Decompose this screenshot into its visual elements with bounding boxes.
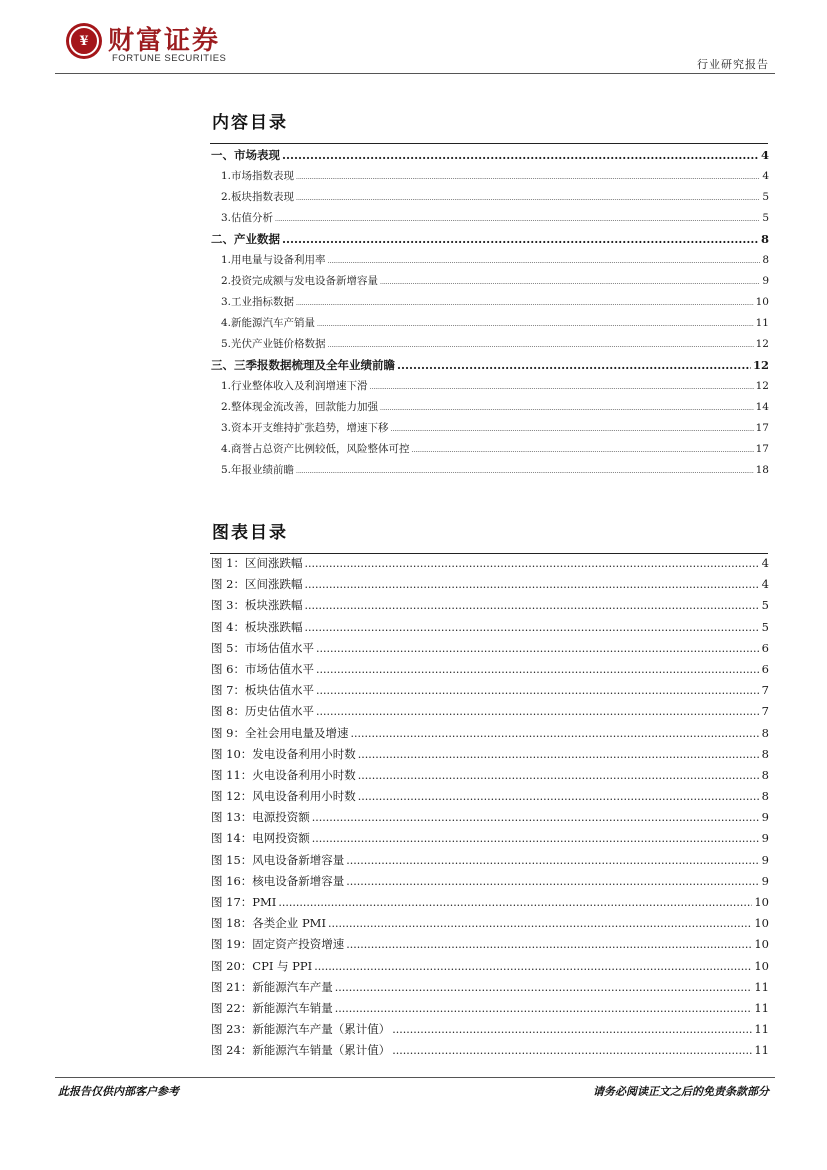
toc-section-entry-label: 1.市场指数表现 bbox=[221, 170, 295, 182]
figure-entry-label: 图 23：新能源汽车产量（累计值） bbox=[211, 1022, 391, 1037]
figure-entry-page-number: 8 bbox=[761, 746, 769, 761]
figure-entry[interactable] bbox=[211, 998, 769, 1019]
dot-leader bbox=[370, 377, 754, 398]
toc-section-entry-page-number: 10 bbox=[755, 296, 769, 308]
figure-entry-label: 图 15：风电设备新增容量 bbox=[211, 852, 345, 867]
figure-entry[interactable] bbox=[211, 765, 769, 786]
dot-leader bbox=[358, 786, 760, 807]
dot-leader bbox=[278, 892, 752, 913]
dot-leader bbox=[317, 314, 754, 335]
figure-entry[interactable] bbox=[211, 977, 769, 998]
figure-entry-page-number: 6 bbox=[761, 661, 769, 676]
toc-chapter-entry-page-number: 4 bbox=[760, 148, 769, 162]
toc-section-entry-label: 2.板块指数表现 bbox=[221, 191, 295, 203]
figure-entry[interactable] bbox=[211, 1040, 769, 1061]
toc-section-entry-page-number: 14 bbox=[755, 401, 769, 413]
toc-section-entry-label: 3.估值分析 bbox=[221, 212, 274, 224]
toc-section-entry-page-number: 5 bbox=[762, 212, 769, 224]
toc-section-entry[interactable] bbox=[211, 187, 769, 208]
dot-leader bbox=[346, 871, 759, 892]
figure-entry-label: 图 7：板块估值水平 bbox=[211, 683, 314, 698]
footer-divider bbox=[55, 1077, 775, 1078]
figure-entry[interactable] bbox=[211, 871, 769, 892]
page-header bbox=[0, 0, 827, 80]
toc-section-entry-page-number: 11 bbox=[755, 317, 769, 329]
figure-entry-page-number: 11 bbox=[754, 1043, 769, 1058]
figure-entry-page-number: 9 bbox=[761, 852, 769, 867]
toc-section-entry[interactable] bbox=[211, 313, 769, 334]
toc-section-entry-page-number: 4 bbox=[762, 170, 769, 182]
figure-entry-page-number: 11 bbox=[754, 1022, 769, 1037]
figure-entry-label: 图 14：电网投资额 bbox=[211, 831, 310, 846]
toc-chapter-entry-page-number: 12 bbox=[752, 358, 769, 372]
dot-leader bbox=[358, 765, 760, 786]
dot-leader bbox=[282, 145, 759, 166]
figure-entry[interactable] bbox=[211, 850, 769, 871]
figure-entry-label: 图 11：火电设备利用小时数 bbox=[211, 767, 356, 782]
figure-entry-page-number: 7 bbox=[761, 704, 769, 719]
figure-entry-page-number: 8 bbox=[761, 767, 769, 782]
toc-section-entry-label: 2.投资完成额与发电设备新增容量 bbox=[221, 275, 379, 287]
figure-entry[interactable] bbox=[211, 934, 769, 955]
dot-leader bbox=[304, 617, 759, 638]
figure-entry-page-number: 5 bbox=[761, 619, 769, 634]
figure-entry[interactable] bbox=[211, 680, 769, 701]
dot-leader bbox=[304, 574, 759, 595]
figure-entry-label: 图 16：核电设备新增容量 bbox=[211, 873, 345, 888]
figure-entry-page-number: 9 bbox=[761, 810, 769, 825]
figure-entry[interactable] bbox=[211, 638, 769, 659]
figure-entry-label: 图 5：市场估值水平 bbox=[211, 640, 314, 655]
figure-entry-label: 图 21：新能源汽车产量 bbox=[211, 979, 333, 994]
figure-entry-label: 图 1：区间涨跌幅 bbox=[211, 556, 303, 570]
figure-entry[interactable] bbox=[211, 744, 769, 765]
dot-leader bbox=[282, 229, 759, 250]
dot-leader bbox=[304, 553, 759, 574]
dot-leader bbox=[312, 828, 760, 849]
dot-leader bbox=[296, 293, 754, 314]
figure-entry-label: 图 19：固定资产投资增速 bbox=[211, 937, 345, 952]
toc-chapter-entry[interactable] bbox=[211, 355, 769, 376]
dot-leader bbox=[296, 167, 760, 188]
figure-entry-page-number: 8 bbox=[761, 725, 769, 740]
figure-entry[interactable] bbox=[211, 723, 769, 744]
toc-section-entry-page-number: 9 bbox=[762, 275, 769, 287]
figure-entry[interactable] bbox=[211, 828, 769, 849]
dot-leader bbox=[380, 272, 760, 293]
dot-leader bbox=[335, 977, 753, 998]
toc-chapter-entry[interactable] bbox=[211, 145, 769, 166]
figure-entry[interactable] bbox=[211, 786, 769, 807]
toc-section-entry-label: 4.商誉占总资产比例较低，风险整体可控 bbox=[221, 443, 410, 455]
toc-section-entry-page-number: 8 bbox=[762, 254, 769, 266]
figures-title: 图表目录 bbox=[212, 523, 288, 543]
toc-section-entry[interactable] bbox=[211, 460, 769, 481]
dot-leader bbox=[275, 209, 760, 230]
figure-entry-page-number: 10 bbox=[754, 916, 769, 931]
dot-leader bbox=[316, 701, 760, 722]
header-divider bbox=[55, 73, 775, 74]
figure-entry-page-number: 10 bbox=[754, 958, 769, 973]
toc-section-entry-label: 5.光伏产业链价格数据 bbox=[221, 338, 326, 350]
toc-chapter-entry-label: 二、产业数据 bbox=[211, 232, 280, 246]
figure-entry-page-number: 10 bbox=[754, 895, 769, 909]
figure-entry-page-number: 6 bbox=[761, 640, 769, 655]
figure-entry-label: 图 12：风电设备利用小时数 bbox=[211, 789, 356, 804]
figure-entry-page-number: 8 bbox=[761, 789, 769, 804]
toc-section-entry[interactable] bbox=[211, 166, 769, 187]
toc-section-entry-page-number: 12 bbox=[755, 338, 769, 350]
toc-section-entry-page-number: 17 bbox=[755, 443, 769, 455]
toc-section-entry[interactable] bbox=[211, 439, 769, 460]
figure-entry-label: 图 4：板块涨跌幅 bbox=[211, 619, 303, 634]
toc-chapter-entry[interactable] bbox=[211, 229, 769, 250]
dot-leader bbox=[358, 744, 760, 765]
toc-section-entry[interactable] bbox=[211, 376, 769, 397]
figure-entry-page-number: 10 bbox=[754, 937, 769, 952]
toc-section-entry[interactable] bbox=[211, 397, 769, 418]
dot-leader bbox=[316, 680, 760, 701]
logo-emblem-icon: ¥ bbox=[66, 23, 102, 59]
toc-section-entry[interactable] bbox=[211, 208, 769, 229]
figure-entry[interactable] bbox=[211, 553, 769, 574]
toc-section-entry-label: 1.行业整体收入及利润增速下滑 bbox=[221, 380, 368, 392]
figure-entry-label: 图 9：全社会用电量及增速 bbox=[211, 725, 349, 740]
dot-leader bbox=[328, 251, 761, 272]
figure-entry[interactable] bbox=[211, 574, 769, 595]
dot-leader bbox=[316, 638, 760, 659]
dot-leader bbox=[346, 934, 752, 955]
figure-entry-page-number: 7 bbox=[761, 683, 769, 698]
toc-section-entry[interactable] bbox=[211, 418, 769, 439]
dot-leader bbox=[304, 595, 759, 616]
dot-leader bbox=[392, 1019, 752, 1040]
footer-disclaimer-left: 此报告仅供内部客户参考 bbox=[58, 1085, 179, 1098]
dot-leader bbox=[380, 398, 754, 419]
figure-entry-label: 图 6：市场估值水平 bbox=[211, 661, 314, 676]
dot-leader bbox=[312, 807, 760, 828]
dot-leader bbox=[350, 723, 759, 744]
figure-entry-label: 图 24：新能源汽车销量（累计值） bbox=[211, 1043, 391, 1058]
toc-section-entry[interactable] bbox=[211, 334, 769, 355]
figure-entry[interactable] bbox=[211, 956, 769, 977]
dot-leader bbox=[328, 913, 752, 934]
figure-entry-page-number: 4 bbox=[761, 556, 769, 570]
dot-leader bbox=[328, 335, 754, 356]
toc-chapter-entry-label: 三、三季报数据梳理及全年业绩前瞻 bbox=[211, 358, 395, 372]
report-type: 行业研究报告 bbox=[697, 58, 769, 71]
dot-leader bbox=[391, 419, 754, 440]
figure-entry[interactable] bbox=[211, 807, 769, 828]
toc-section-entry-page-number: 17 bbox=[755, 422, 769, 434]
figure-entry-page-number: 5 bbox=[761, 598, 769, 613]
figure-entry-label: 图 22：新能源汽车销量 bbox=[211, 1000, 333, 1015]
figure-entry-page-number: 9 bbox=[761, 831, 769, 846]
toc-section-entry-page-number: 18 bbox=[755, 464, 769, 476]
toc-section-entry-label: 3.资本开支维持扩张趋势，增速下移 bbox=[221, 422, 389, 434]
toc-title-divider bbox=[210, 143, 768, 144]
figure-entry[interactable] bbox=[211, 617, 769, 638]
dot-leader bbox=[316, 659, 760, 680]
figure-entry-page-number: 11 bbox=[754, 979, 769, 994]
toc-section-entry[interactable] bbox=[211, 292, 769, 313]
toc-chapter-entry-page-number: 8 bbox=[760, 232, 769, 246]
toc-section-entry-page-number: 12 bbox=[755, 380, 769, 392]
toc-section-entry-label: 5.年报业绩前瞻 bbox=[221, 464, 295, 476]
logo-english-name: FORTUNE SECURITIES bbox=[112, 53, 227, 64]
footer-disclaimer-right: 请务必阅读正文之后的免责条款部分 bbox=[593, 1085, 769, 1098]
toc-section-entry[interactable] bbox=[211, 250, 769, 271]
toc-title: 内容目录 bbox=[212, 113, 288, 133]
figure-entry-label: 图 18：各类企业 PMI bbox=[211, 916, 326, 931]
dot-leader bbox=[296, 188, 760, 209]
figure-entry-page-number: 9 bbox=[761, 873, 769, 888]
figure-entry-label: 图 17：PMI bbox=[211, 895, 277, 909]
dot-leader bbox=[335, 998, 753, 1019]
figure-entry[interactable] bbox=[211, 595, 769, 616]
figure-entry[interactable] bbox=[211, 1019, 769, 1040]
dot-leader bbox=[296, 461, 754, 482]
figure-entry-label: 图 3：板块涨跌幅 bbox=[211, 598, 303, 613]
dot-leader bbox=[412, 440, 754, 461]
figures-list bbox=[211, 553, 769, 1062]
toc-section-entry-label: 3.工业指标数据 bbox=[221, 296, 295, 308]
dot-leader bbox=[346, 850, 759, 871]
figure-entry-page-number: 4 bbox=[761, 577, 769, 592]
dot-leader bbox=[392, 1040, 752, 1061]
logo-chinese-name: 财富证券 bbox=[108, 26, 221, 56]
toc-section-entry-label: 1.用电量与设备利用率 bbox=[221, 254, 326, 266]
figure-entry-label: 图 2：区间涨跌幅 bbox=[211, 577, 303, 592]
figure-entry[interactable] bbox=[211, 659, 769, 680]
dot-leader bbox=[314, 956, 752, 977]
dot-leader bbox=[397, 355, 751, 376]
toc-list bbox=[211, 145, 769, 481]
toc-chapter-entry-label: 一、市场表现 bbox=[211, 148, 280, 162]
figure-entry-label: 图 13：电源投资额 bbox=[211, 810, 310, 825]
figure-entry[interactable] bbox=[211, 701, 769, 722]
figure-entry[interactable] bbox=[211, 913, 769, 934]
figure-entry-label: 图 10：发电设备利用小时数 bbox=[211, 746, 356, 761]
toc-section-entry-label: 2.整体现金流改善，回款能力加强 bbox=[221, 401, 379, 413]
figure-entry-label: 图 20：CPI 与 PPI bbox=[211, 958, 313, 973]
toc-section-entry-label: 4.新能源汽车产销量 bbox=[221, 317, 316, 329]
toc-section-entry-page-number: 5 bbox=[762, 191, 769, 203]
figure-entry-label: 图 8：历史估值水平 bbox=[211, 704, 314, 719]
figure-entry-page-number: 11 bbox=[754, 1000, 769, 1015]
toc-section-entry[interactable] bbox=[211, 271, 769, 292]
figure-entry[interactable] bbox=[211, 892, 769, 913]
